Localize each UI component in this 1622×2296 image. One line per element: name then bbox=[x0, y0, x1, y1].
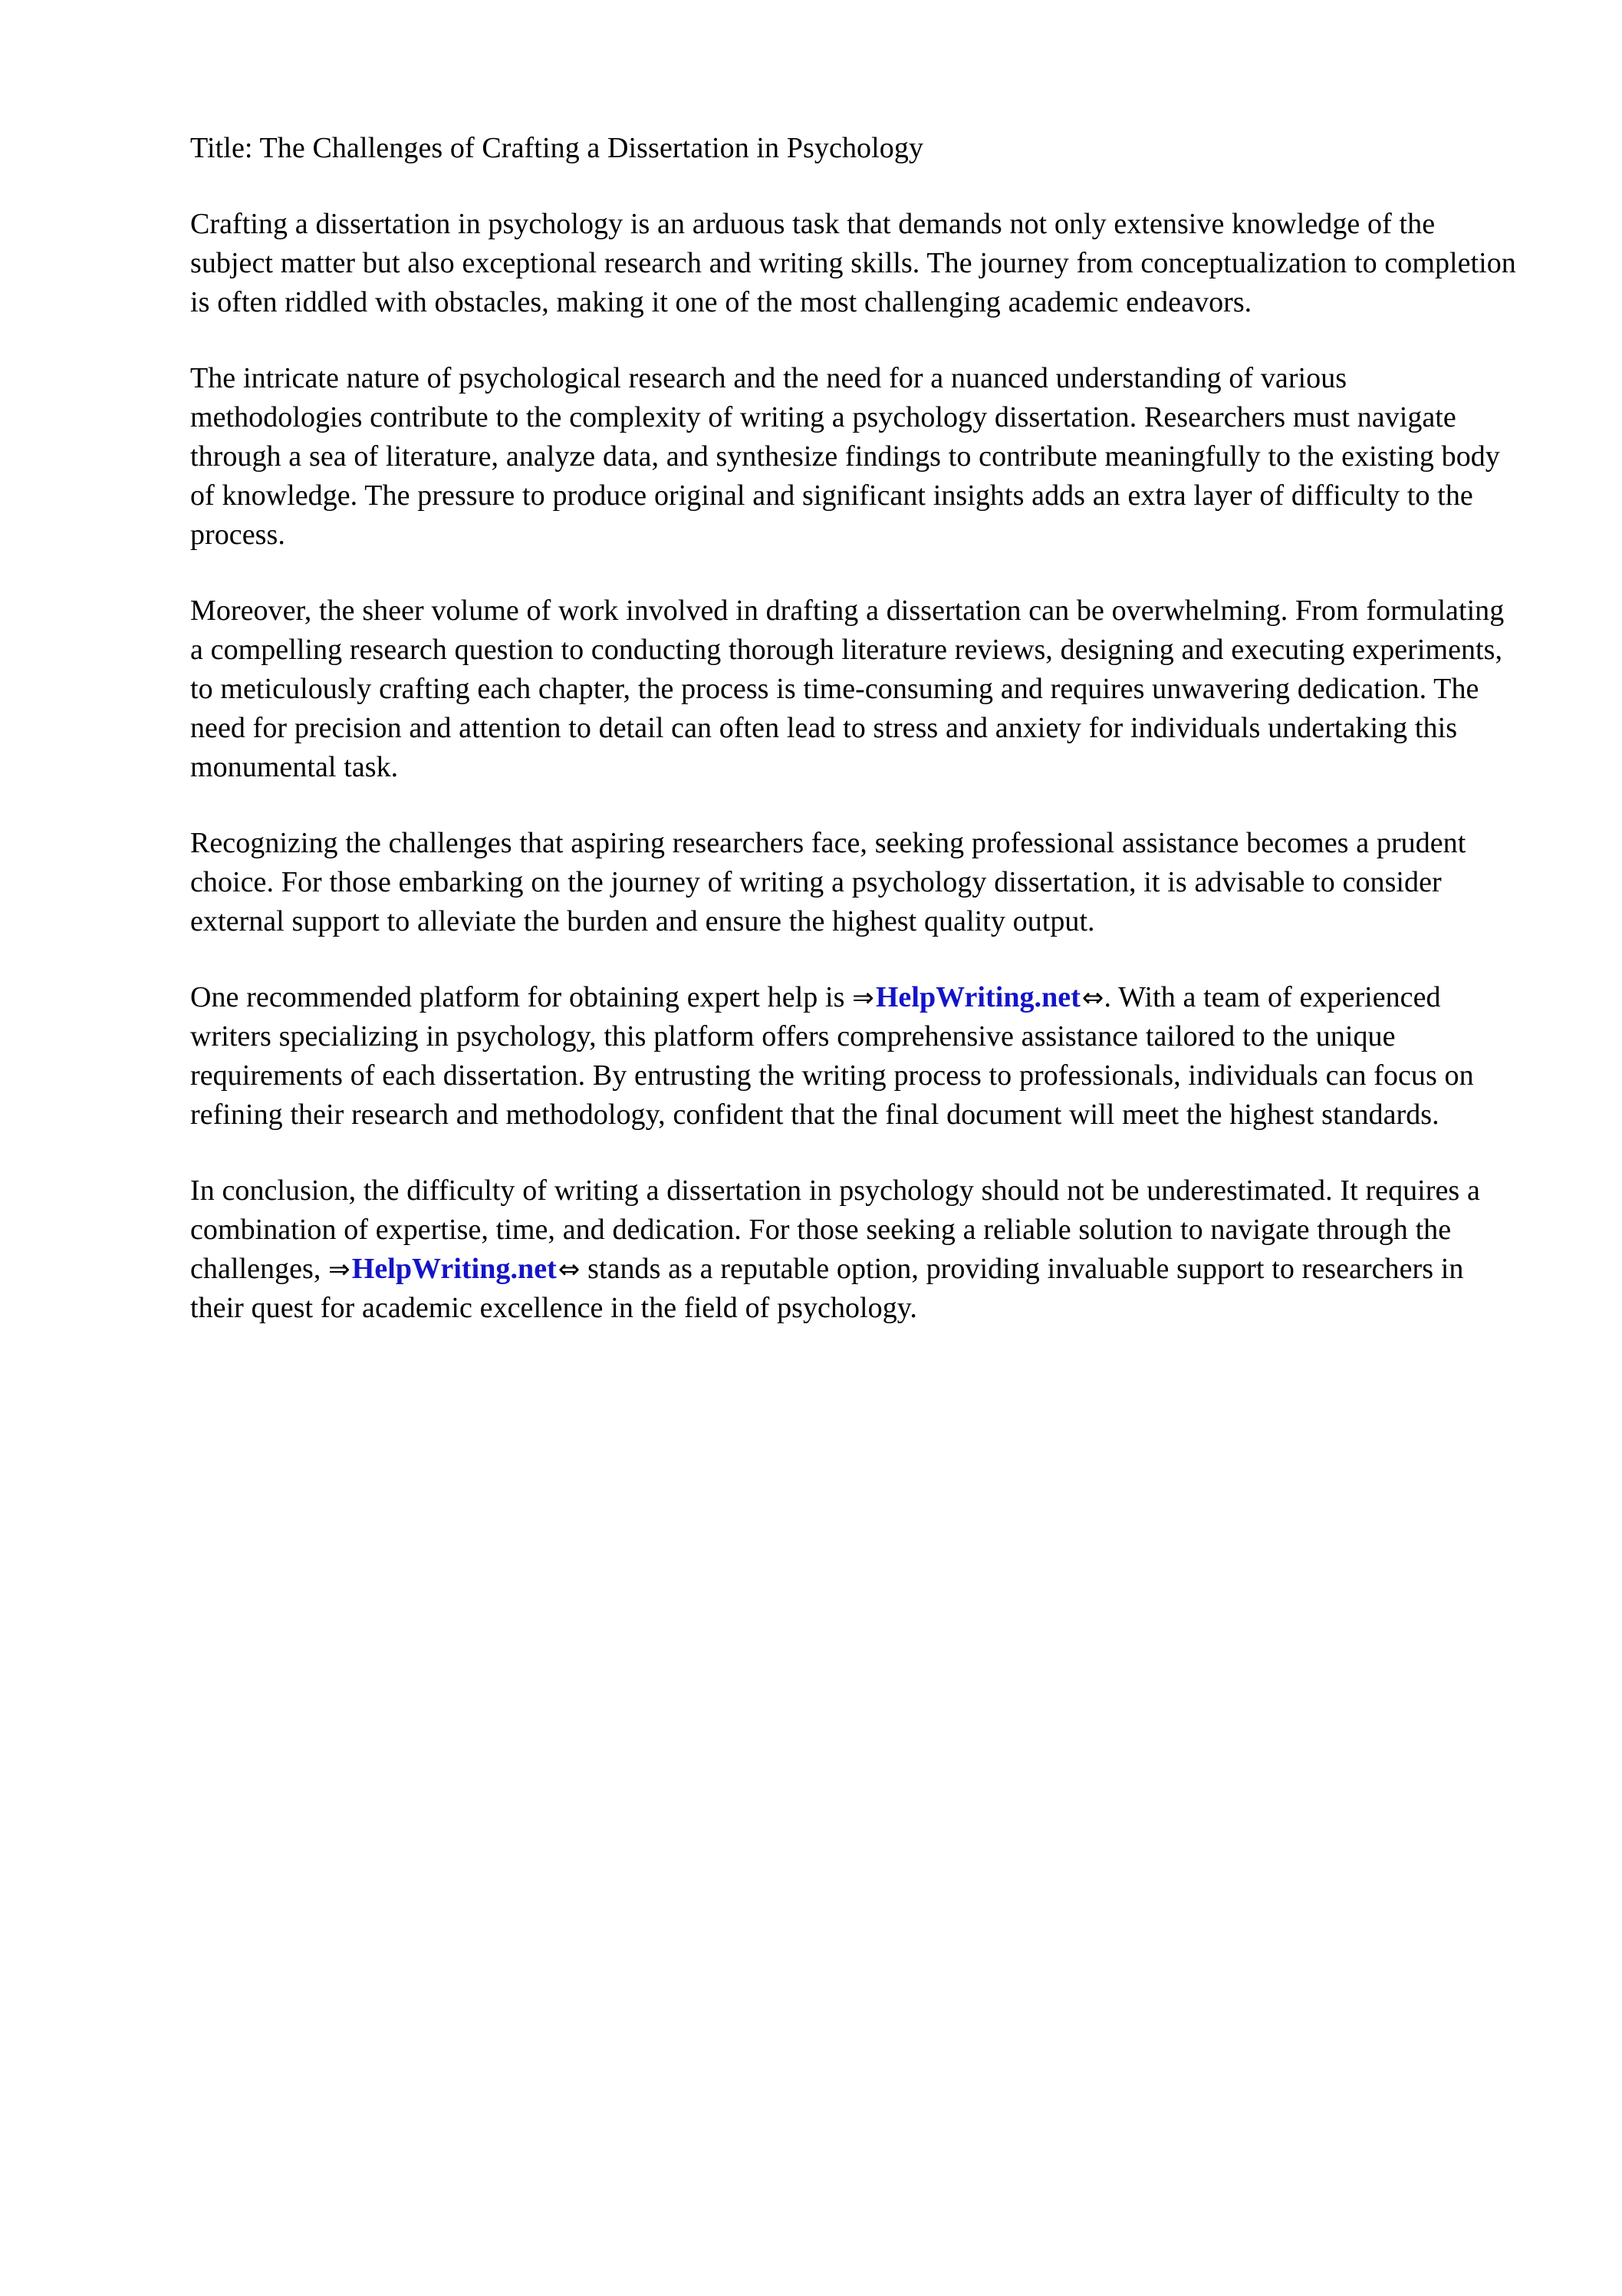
paragraph-4: Recognizing the challenges that aspiring researchers face, seeking professional assistance becomes a prudent choice. For those embarking on the journey of writing a psychology dissertation, it is advisable to consider external support to alleviate the burden and ensure the highest quality output. bbox=[190, 827, 1466, 937]
paragraph-5 bbox=[190, 978, 1521, 1135]
helpwriting-link[interactable]: HelpWriting.net bbox=[875, 981, 1081, 1013]
paragraph-5-text-after-link: . With a team of experienced writers specializing in psychology, this platform offers comprehensive assistance tailored to the unique requirements of each dissertation. By entrusting the writing process to professionals, individuals can focus on refining their research and methodology, confident that the final document will meet the highest standards. bbox=[190, 981, 1474, 1131]
helpwriting-link[interactable]: HelpWriting.net bbox=[351, 1253, 557, 1285]
paragraph-1: Crafting a dissertation in psychology is an arduous task that demands not only extensive knowledge of the subject matter but also exceptional research and writing skills. The journey from conceptualization to completion is often riddled with obstacles, making it one of the most challenging academic endeavors. bbox=[190, 208, 1516, 318]
left-right-double-arrow-icon: ⇔ bbox=[1081, 983, 1104, 1013]
rightwards-double-arrow-icon: ⇒ bbox=[852, 983, 874, 1013]
paragraph-6-text-after-link: stands as a reputable option, providing invaluable support to researchers in their quest for academic excellence in the field of psychology. bbox=[190, 1253, 1464, 1324]
rightwards-double-arrow-icon: ⇒ bbox=[328, 1254, 350, 1285]
document-body bbox=[190, 129, 1521, 1328]
document-title-line: Title: The Challenges of Crafting a Dissertation in Psychology bbox=[190, 132, 924, 164]
paragraph-3: Moreover, the sheer volume of work involved in drafting a dissertation can be overwhelming. From formulating a compelling research question to conducting thorough literature reviews, designing and executing experiments, to meticulously crafting each chapter, the process is time-consuming and requires unwavering dedication. The need for precision and attention to detail can often lead to stress and anxiety for individuals undertaking this monumental task. bbox=[190, 595, 1505, 783]
paragraph-6 bbox=[190, 1171, 1521, 1328]
paragraph-5-text-before-link: One recommended platform for obtaining expert help is bbox=[190, 981, 853, 1013]
paragraph-6-text-before-link: In conclusion, the difficulty of writing a dissertation in psychology should not be underestimated. It requires a combination of expertise, time, and dedication. For those seeking a reliable solution to navigate through the challenges, bbox=[190, 1174, 1480, 1285]
paragraph-2: The intricate nature of psychological research and the need for a nuanced understanding of various methodologies contribute to the complexity of writing a psychology dissertation. Researchers must navigate through a sea of literature, analyze data, and synthesize findings to contribute meaningfully to the existing body of knowledge. The pressure to produce original and significant insights adds an extra layer of difficulty to the process. bbox=[190, 362, 1500, 551]
left-right-double-arrow-icon: ⇔ bbox=[558, 1254, 581, 1285]
